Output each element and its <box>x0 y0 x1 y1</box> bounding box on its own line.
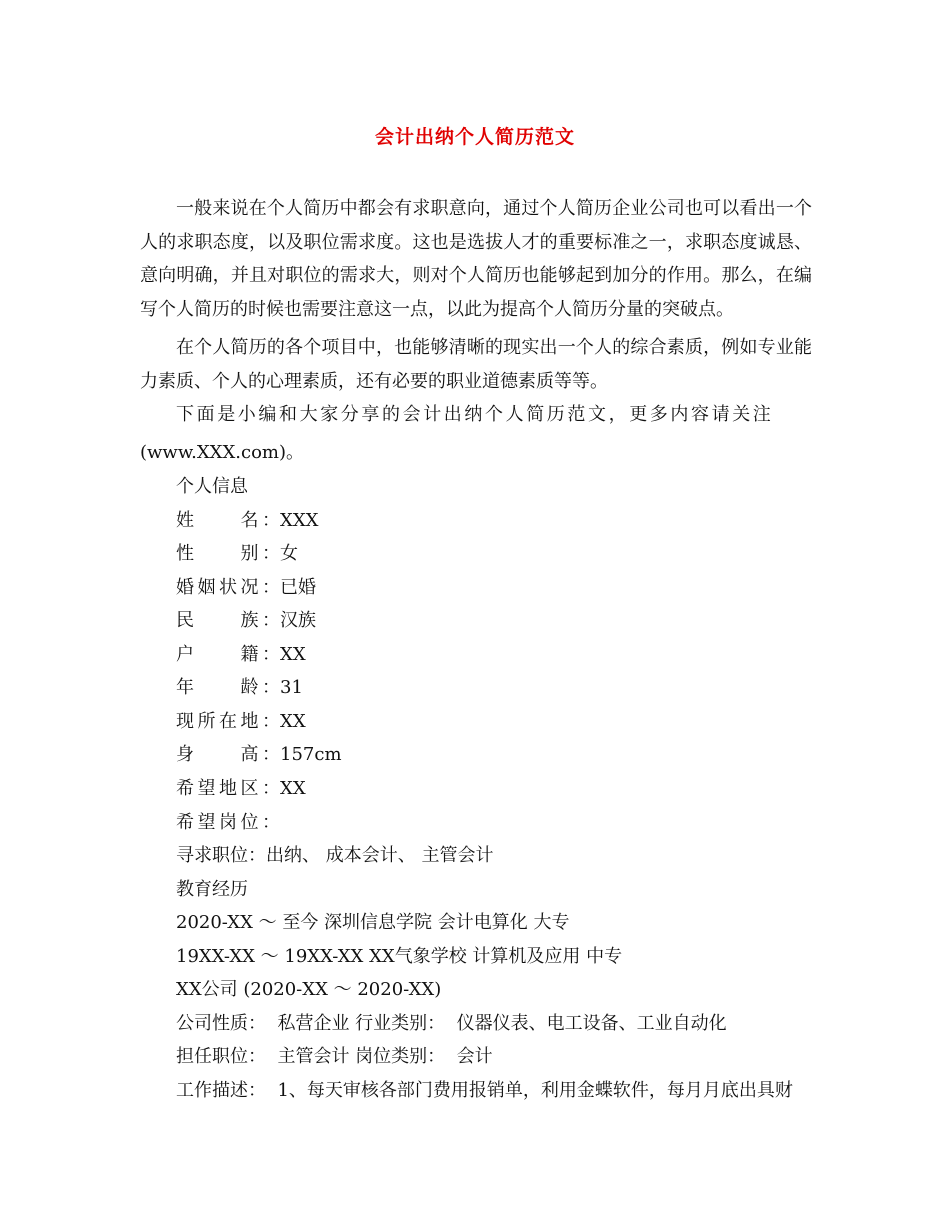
field-label: 现所在地： <box>176 711 280 732</box>
field-value: 汉族 <box>280 610 316 631</box>
field-desired-region <box>176 772 306 806</box>
field-household <box>176 638 306 672</box>
field-gender <box>176 537 298 571</box>
education-item: 19XX-XX ～ 19XX-XX XX气象学校 计算机及应用 中专 <box>176 946 623 967</box>
field-label: 户 籍： <box>176 644 280 665</box>
field-label: 身 高： <box>176 744 280 765</box>
field-label: 希望岗位： <box>176 812 280 833</box>
field-height <box>176 738 342 772</box>
field-value: 已婚 <box>280 577 316 598</box>
document-title: 会计出纳个人简历范文 <box>374 126 575 148</box>
field-value: 女 <box>280 543 298 564</box>
field-value: XXX <box>280 510 319 531</box>
field-location <box>176 705 306 739</box>
intro-paragraph-3-line-2: (www.XXX.com)。 <box>140 442 305 463</box>
field-label: 民 族： <box>176 610 280 631</box>
work-nature: 公司性质： 私营企业 行业类别： 仪器仪表、电工设备、工业自动化 <box>176 1013 727 1034</box>
field-name <box>176 504 318 538</box>
work-position: 担任职位： 主管会计 岗位类别： 会计 <box>176 1046 493 1067</box>
field-value: XX <box>280 644 306 665</box>
field-marital-status <box>176 571 316 605</box>
intro-paragraph-1: 一般来说在个人简历中都会有求职意向，通过个人简历企业公司也可以看出一个人的求职态度，以及职位需求度。这也是选拔人才的重要标准之一，求职态度诚恳、意向明确，并且对职位的需求大，则对个人简历也能够起到加分的作用。那么，在编写个人简历的时候也需要注意这一点，以此为提高个人简历分量的突破点。 <box>140 198 812 320</box>
field-label: 希望地区： <box>176 778 280 799</box>
field-ethnicity <box>176 604 316 638</box>
seeking-positions: 寻求职位：出纳、 成本会计、 主管会计 <box>176 845 494 866</box>
field-label: 姓 名： <box>176 510 280 531</box>
intro-paragraph-3-line-1: 下面是小编和大家分享的会计出纳个人简历范文，更多内容请关注 <box>176 404 774 425</box>
field-label: 性 别： <box>176 543 280 564</box>
field-value: XX <box>280 711 306 732</box>
field-age <box>176 671 303 705</box>
field-label: 年 龄： <box>176 677 280 698</box>
education-heading: 教育经历 <box>176 879 248 900</box>
intro-paragraph-2: 在个人简历的各个项目中，也能够清晰的现实出一个人的综合素质，例如专业能力素质、个人的心理素质，还有必要的职业道德素质等等。 <box>140 337 812 392</box>
education-item: 2020-XX ～ 至今 深圳信息学院 会计电算化 大专 <box>176 912 570 933</box>
field-desired-post <box>176 806 280 840</box>
field-value: XX <box>280 778 306 799</box>
personal-info-heading: 个人信息 <box>176 476 248 497</box>
field-label: 婚姻状况： <box>176 577 280 598</box>
work-company: XX公司 (2020-XX ～ 2020-XX) <box>176 979 442 1000</box>
field-value: 157cm <box>280 744 342 765</box>
work-description: 工作描述： 1、每天审核各部门费用报销单，利用金蝶软件，每月月底出具财 <box>176 1080 793 1101</box>
field-value: 31 <box>280 677 303 698</box>
